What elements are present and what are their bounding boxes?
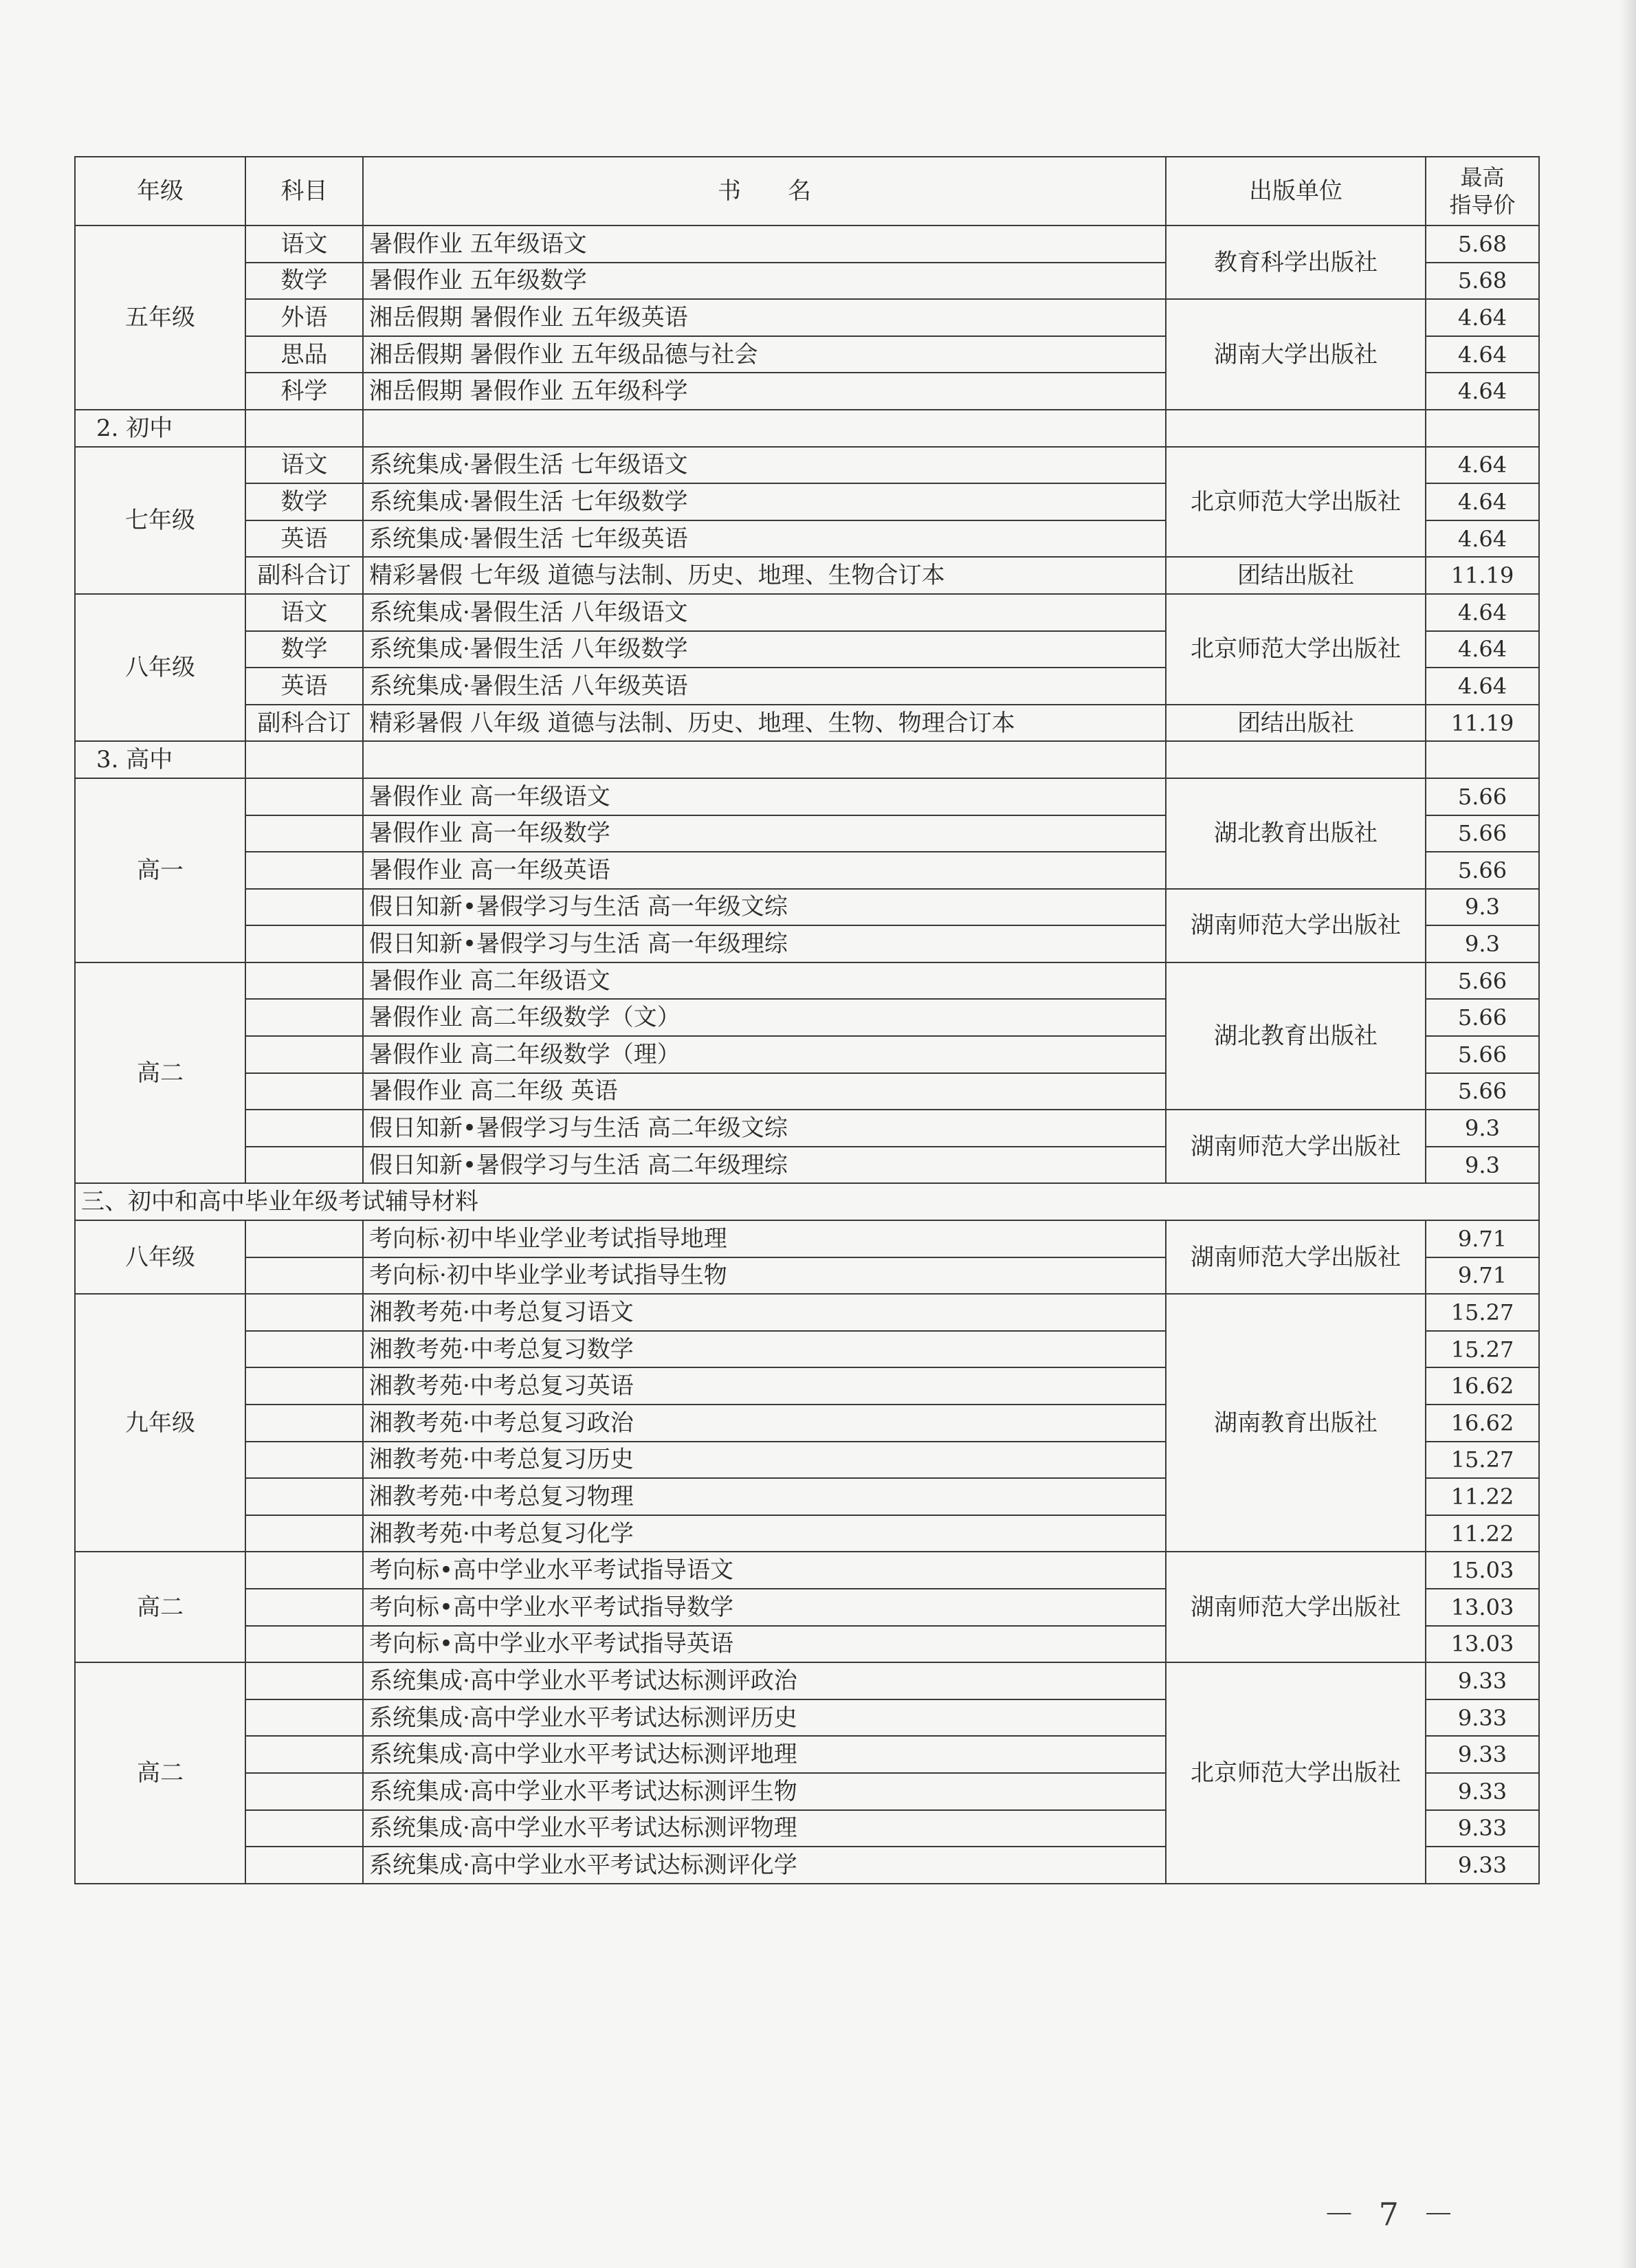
price-cell: 13.03 [1426,1626,1539,1663]
header-price-line2: 指导价 [1449,192,1516,218]
subject-cell [245,815,363,852]
book-title-cell: 系统集成·高中学业水平考试达标测评物理 [363,1810,1166,1847]
price-cell: 4.64 [1426,668,1539,705]
subject-cell [245,1442,363,1479]
section-label: 三、初中和高中毕业年级考试辅导材料 [75,1183,1539,1220]
section-row [75,1183,1539,1220]
subject-cell [245,1147,363,1184]
header-title: 书 名 [363,157,1166,225]
table-header-row [75,157,1539,225]
price-cell: 5.66 [1426,815,1539,852]
book-title-cell: 湘教考苑·中考总复习语文 [363,1294,1166,1331]
scan-edge-shadow [1620,0,1636,2268]
book-title-cell: 湘教考苑·中考总复习历史 [363,1442,1166,1479]
book-title-cell: 湘岳假期 暑假作业 五年级品德与社会 [363,336,1166,373]
subject-cell [245,1331,363,1368]
subject-cell [245,1257,363,1295]
price-cell: 16.62 [1426,1405,1539,1442]
publisher-cell: 湖北教育出版社 [1166,778,1426,889]
price-cell: 4.64 [1426,336,1539,373]
book-title-cell: 系统集成·高中学业水平考试达标测评化学 [363,1847,1166,1884]
subject-cell [245,1405,363,1442]
book-title-cell: 湘教考苑·中考总复习英语 [363,1367,1166,1405]
subject-cell: 副科合订 [245,705,363,742]
table-row [75,594,1539,631]
table-row [75,889,1539,926]
book-title-cell: 精彩暑假 八年级 道德与法制、历史、地理、生物、物理合订本 [363,705,1166,742]
book-title-cell: 系统集成·暑假生活 七年级英语 [363,520,1166,558]
publisher-cell: 北京师范大学出版社 [1166,447,1426,558]
book-title-cell: 暑假作业 高一年级英语 [363,852,1166,889]
header-publisher: 出版单位 [1166,157,1426,225]
empty-cell [1426,410,1539,447]
book-title-cell: 暑假作业 高一年级语文 [363,778,1166,815]
table-row [75,1220,1539,1257]
grade-cell: 五年级 [75,225,245,410]
subject-cell: 思品 [245,336,363,373]
book-price-table [74,156,1540,1884]
subject-cell: 语文 [245,225,363,263]
price-cell: 4.64 [1426,631,1539,668]
grade-cell: 八年级 [75,1220,245,1294]
table-row [75,299,1539,336]
price-cell: 9.3 [1426,889,1539,926]
price-cell: 9.3 [1426,1110,1539,1147]
table-row [75,1110,1539,1147]
price-cell: 11.22 [1426,1515,1539,1552]
grade-cell: 高二 [75,962,245,1184]
book-title-cell: 系统集成·高中学业水平考试达标测评政治 [363,1662,1166,1699]
publisher-cell: 教育科学出版社 [1166,225,1426,299]
subject-cell [245,962,363,1000]
subject-cell: 英语 [245,520,363,558]
table-row [75,1294,1539,1331]
price-cell: 9.3 [1426,1147,1539,1184]
table-row [75,778,1539,815]
book-title-cell: 湘岳假期 暑假作业 五年级英语 [363,299,1166,336]
price-cell: 5.68 [1426,225,1539,263]
book-title-cell: 暑假作业 五年级数学 [363,263,1166,300]
section-row [75,410,1539,447]
book-title-cell: 湘教考苑·中考总复习化学 [363,1515,1166,1552]
price-cell: 9.33 [1426,1736,1539,1773]
book-title-cell: 系统集成·高中学业水平考试达标测评历史 [363,1699,1166,1737]
subject-cell [245,852,363,889]
price-cell: 9.71 [1426,1257,1539,1295]
subject-cell [245,1773,363,1810]
price-cell: 9.33 [1426,1810,1539,1847]
subject-cell [245,1662,363,1699]
subject-cell: 语文 [245,594,363,631]
price-cell: 9.33 [1426,1662,1539,1699]
empty-cell [245,410,363,447]
price-cell: 4.64 [1426,299,1539,336]
subject-cell: 数学 [245,631,363,668]
price-cell: 9.3 [1426,925,1539,962]
book-title-cell: 湘教考苑·中考总复习政治 [363,1405,1166,1442]
book-title-cell: 湘教考苑·中考总复习物理 [363,1478,1166,1515]
subject-cell [245,1367,363,1405]
price-cell: 15.27 [1426,1442,1539,1479]
price-cell: 9.33 [1426,1773,1539,1810]
price-cell: 15.27 [1426,1294,1539,1331]
subject-cell [245,1294,363,1331]
book-title-cell: 考向标·初中毕业学业考试指导生物 [363,1257,1166,1295]
subject-cell: 数学 [245,263,363,300]
price-cell: 5.66 [1426,999,1539,1036]
subject-cell [245,1515,363,1552]
book-title-cell: 假日知新•暑假学习与生活 高一年级理综 [363,925,1166,962]
book-title-cell: 系统集成·暑假生活 八年级英语 [363,668,1166,705]
page-number: － 7 － [1323,2196,1461,2233]
price-cell: 5.66 [1426,962,1539,1000]
publisher-cell: 团结出版社 [1166,705,1426,742]
empty-cell [1166,741,1426,778]
subject-cell [245,1736,363,1773]
book-title-cell: 暑假作业 高一年级数学 [363,815,1166,852]
book-title-cell: 系统集成·暑假生活 八年级数学 [363,631,1166,668]
book-title-cell: 假日知新•暑假学习与生活 高一年级文综 [363,889,1166,926]
subject-cell [245,925,363,962]
price-cell: 11.19 [1426,557,1539,594]
subject-cell [245,778,363,815]
price-cell: 5.66 [1426,778,1539,815]
table-row [75,705,1539,742]
subject-cell [245,999,363,1036]
book-title-cell: 暑假作业 高二年级 英语 [363,1073,1166,1110]
table-body [75,225,1539,1884]
table-row [75,1662,1539,1699]
section-row [75,741,1539,778]
section-label: 2. 初中 [75,410,245,447]
section-label: 3. 高中 [75,741,245,778]
book-title-cell: 系统集成·高中学业水平考试达标测评生物 [363,1773,1166,1810]
book-title-cell: 系统集成·暑假生活 八年级语文 [363,594,1166,631]
subject-cell [245,1073,363,1110]
publisher-cell: 湖南教育出版社 [1166,1294,1426,1552]
price-cell: 5.66 [1426,1036,1539,1073]
publisher-cell: 团结出版社 [1166,557,1426,594]
subject-cell [245,1589,363,1626]
table-row [75,557,1539,594]
book-title-cell: 考向标•高中学业水平考试指导英语 [363,1626,1166,1663]
publisher-cell: 湖南师范大学出版社 [1166,1220,1426,1294]
publisher-cell: 湖南师范大学出版社 [1166,1552,1426,1662]
price-cell: 4.64 [1426,373,1539,410]
price-cell: 4.64 [1426,520,1539,558]
price-cell: 5.68 [1426,263,1539,300]
subject-cell [245,1552,363,1589]
price-cell: 4.64 [1426,447,1539,484]
subject-cell [245,1810,363,1847]
table-row [75,225,1539,263]
header-price [1426,157,1539,225]
subject-cell: 外语 [245,299,363,336]
empty-cell [1426,741,1539,778]
book-title-cell: 湘岳假期 暑假作业 五年级科学 [363,373,1166,410]
subject-cell: 副科合订 [245,557,363,594]
price-cell: 11.19 [1426,705,1539,742]
price-cell: 9.33 [1426,1847,1539,1884]
table-row [75,1552,1539,1589]
book-title-cell: 暑假作业 五年级语文 [363,225,1166,263]
grade-cell: 九年级 [75,1294,245,1552]
price-cell: 11.22 [1426,1478,1539,1515]
price-cell: 16.62 [1426,1367,1539,1405]
book-title-cell: 系统集成·暑假生活 七年级数学 [363,483,1166,520]
table-row [75,447,1539,484]
empty-cell [245,741,363,778]
publisher-cell: 北京师范大学出版社 [1166,1662,1426,1884]
subject-cell: 科学 [245,373,363,410]
publisher-cell: 湖南师范大学出版社 [1166,1110,1426,1183]
book-title-cell: 湘教考苑·中考总复习数学 [363,1331,1166,1368]
grade-cell: 高二 [75,1662,245,1884]
subject-cell [245,1478,363,1515]
subject-cell [245,889,363,926]
book-title-cell: 考向标·初中毕业学业考试指导地理 [363,1220,1166,1257]
subject-cell [245,1036,363,1073]
grade-cell: 高二 [75,1552,245,1662]
book-title-cell: 暑假作业 高二年级语文 [363,962,1166,1000]
price-cell: 15.27 [1426,1331,1539,1368]
subject-cell [245,1847,363,1884]
book-title-cell: 精彩暑假 七年级 道德与法制、历史、地理、生物合订本 [363,557,1166,594]
grade-cell: 高一 [75,778,245,962]
book-title-cell: 系统集成·暑假生活 七年级语文 [363,447,1166,484]
empty-cell [363,410,1166,447]
price-cell: 5.66 [1426,852,1539,889]
empty-cell [363,741,1166,778]
price-cell: 15.03 [1426,1552,1539,1589]
book-title-cell: 系统集成·高中学业水平考试达标测评地理 [363,1736,1166,1773]
publisher-cell: 北京师范大学出版社 [1166,594,1426,705]
price-cell: 9.33 [1426,1699,1539,1737]
price-cell: 9.71 [1426,1220,1539,1257]
book-title-cell: 暑假作业 高二年级数学（文） [363,999,1166,1036]
publisher-cell: 湖南师范大学出版社 [1166,889,1426,962]
price-cell: 4.64 [1426,483,1539,520]
book-title-cell: 假日知新•暑假学习与生活 高二年级文综 [363,1110,1166,1147]
book-title-cell: 考向标•高中学业水平考试指导语文 [363,1552,1166,1589]
subject-cell [245,1626,363,1663]
header-price-line1: 最高 [1460,164,1505,190]
grade-cell: 八年级 [75,594,245,741]
book-title-cell: 假日知新•暑假学习与生活 高二年级理综 [363,1147,1166,1184]
subject-cell [245,1110,363,1147]
header-grade: 年级 [75,157,245,225]
table-row [75,962,1539,1000]
subject-cell: 数学 [245,483,363,520]
publisher-cell: 湖南大学出版社 [1166,299,1426,410]
subject-cell: 英语 [245,668,363,705]
grade-cell: 七年级 [75,447,245,594]
book-title-cell: 考向标•高中学业水平考试指导数学 [363,1589,1166,1626]
price-cell: 5.66 [1426,1073,1539,1110]
subject-cell: 语文 [245,447,363,484]
publisher-cell: 湖北教育出版社 [1166,962,1426,1110]
book-title-cell: 暑假作业 高二年级数学（理） [363,1036,1166,1073]
price-cell: 13.03 [1426,1589,1539,1626]
header-subject: 科目 [245,157,363,225]
subject-cell [245,1699,363,1737]
subject-cell [245,1220,363,1257]
price-cell: 4.64 [1426,594,1539,631]
empty-cell [1166,410,1426,447]
